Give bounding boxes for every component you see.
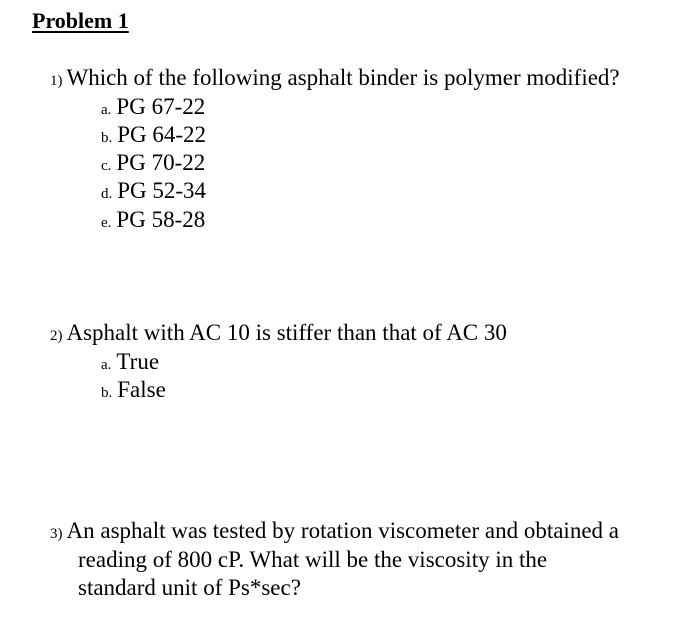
question-2-option-a xyxy=(101,348,159,379)
question-3-text-line-2: reading of 800 cP. What will be the viscosity in the xyxy=(78,547,548,572)
option-text: PG 64-22 xyxy=(117,122,207,147)
question-1-option-c xyxy=(101,149,205,180)
question-1-option-b xyxy=(101,121,206,152)
question-2 xyxy=(50,319,507,350)
option-text: PG 70-22 xyxy=(116,150,206,175)
question-3 xyxy=(50,517,619,548)
question-number: 3) xyxy=(50,526,63,542)
question-2-option-b xyxy=(101,376,166,407)
question-number: 1) xyxy=(50,73,63,89)
option-letter: c. xyxy=(101,158,112,174)
question-3-text-line-3: standard unit of Ps*sec? xyxy=(78,575,301,600)
question-text-line-1: An asphalt was tested by rotation viscometer and obtained a xyxy=(66,518,619,543)
page-title: Problem 1 xyxy=(32,8,129,33)
option-text: PG 58-28 xyxy=(116,207,206,232)
question-1-option-e xyxy=(101,206,205,237)
option-letter: d. xyxy=(101,186,113,202)
question-1-option-a xyxy=(101,93,205,124)
option-letter: a. xyxy=(101,357,112,373)
option-text: PG 67-22 xyxy=(116,94,206,119)
option-text: False xyxy=(117,377,166,402)
option-text: PG 52-34 xyxy=(117,178,207,203)
option-letter: e. xyxy=(101,215,112,231)
question-text: Asphalt with AC 10 is stiffer than that of AC 30 xyxy=(66,320,507,345)
option-text: True xyxy=(116,349,160,374)
option-letter: a. xyxy=(101,102,112,118)
question-1 xyxy=(50,64,620,95)
question-text: Which of the following asphalt binder is polymer modified? xyxy=(66,65,620,90)
option-letter: b. xyxy=(101,130,113,146)
option-letter: b. xyxy=(101,385,113,401)
question-number: 2) xyxy=(50,328,63,344)
question-1-option-d xyxy=(101,177,206,208)
